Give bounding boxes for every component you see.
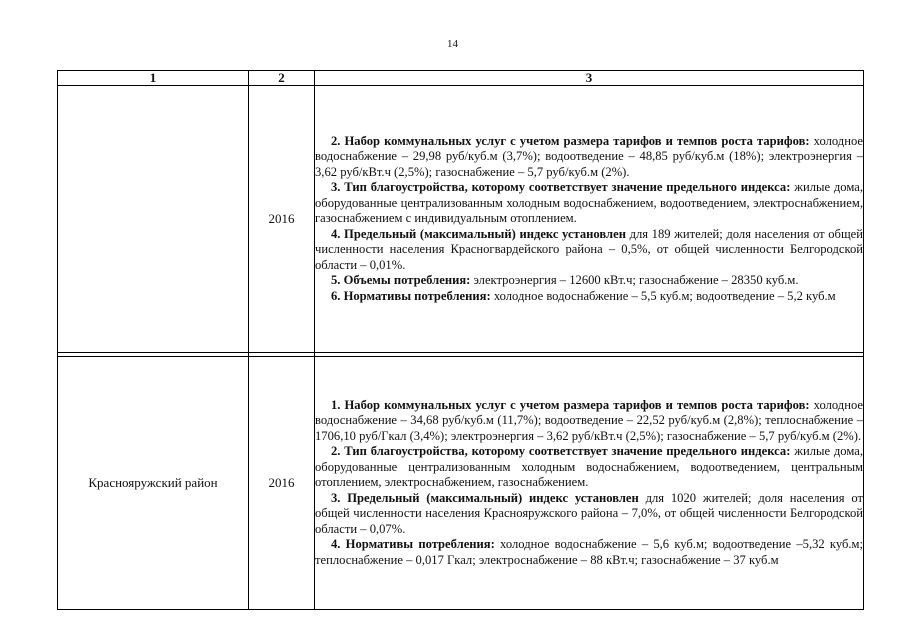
column-header-2: 2 xyxy=(249,71,315,86)
column-header-1: 1 xyxy=(58,71,249,86)
paragraph-text: для 189 жителей; доля населения от общей численности населения Красногвардейского района – 0,5%, от общей численности Белгородской области – 0,01%. xyxy=(315,226,863,272)
paragraph-text: жилые дома, оборудованные централизованным холодным водоснабжением, водоотведением, центральным отоплением, электроснабжением, газоснабжением. xyxy=(315,444,863,490)
table-row xyxy=(58,357,864,610)
tariff-table xyxy=(57,70,864,610)
paragraph-text: холодное водоснабжение – 29,98 руб/куб.м (3,7%); водоотведение – 48,85 руб/куб.м (18%); электроэнергия – 3,62 руб/кВт.ч (2,5%); газоснабжение – 5,7 руб/куб.м (2%). xyxy=(315,133,863,179)
paragraph xyxy=(315,134,863,181)
paragraph-text: холодное водоснабжение – 5,6 куб.м; водоотведение –5,32 куб.м; теплоснабжение – 0,017 Гкал; электроснабжение – 88 кВт.ч; газоснабжение – 37 куб.м xyxy=(315,537,863,567)
year-cell: 2016 xyxy=(249,86,315,353)
paragraph xyxy=(315,180,863,227)
paragraph-text: жилые дома, оборудованные централизованным холодным водоснабжением, водоотведением, электроснабжением, газоснабжением с индивидуальным отоплением. xyxy=(315,180,863,226)
description-cell xyxy=(315,357,864,610)
paragraph xyxy=(315,289,863,305)
paragraph-lead: 5. Объемы потребления: xyxy=(331,273,471,288)
paragraph-text: электроэнергия – 12600 кВт.ч; газоснабжение – 28350 куб.м. xyxy=(470,273,799,288)
paragraph-lead: 2. Набор коммунальных услуг с учетом размера тарифов и темпов роста тарифов: xyxy=(331,133,810,148)
paragraph-text: холодное водоснабжение – 34,68 руб/куб.м (11,7%); водоотведение – 22,52 руб/куб.м (2,8%); теплоснабжение – 1706,10 руб/Гкал (3,4%); электроэнергия – 3,62 руб/кВт.ч (2,5%); газоснабжение – 5,7 руб/куб.м (2%). xyxy=(315,397,863,443)
paragraph xyxy=(315,491,863,538)
table-row xyxy=(58,86,864,353)
region-cell: Краснояружский район xyxy=(58,357,249,610)
paragraph-lead: 4. Предельный (максимальный) индекс установлен xyxy=(331,226,626,241)
table-header-row xyxy=(58,71,864,86)
description-cell xyxy=(315,86,864,353)
paragraph xyxy=(315,444,863,491)
paragraph-text: холодное водоснабжение – 5,5 куб.м; водоотведение – 5,2 куб.м xyxy=(490,288,836,303)
paragraph-lead: 1. Набор коммунальных услуг с учетом размера тарифов и темпов роста тарифов: xyxy=(331,397,810,412)
paragraph-lead: 2. Тип благоустройства, которому соответствует значение предельного индекса: xyxy=(331,444,791,459)
region-cell xyxy=(58,86,249,353)
paragraph-lead: 4. Нормативы потребления: xyxy=(331,537,495,552)
paragraph-text: для 1020 жителей; доля населения от общей численности населения Краснояружского района – 7,0%, от общей численности Белгородской области – 0,07%. xyxy=(315,490,863,536)
paragraph xyxy=(315,537,863,568)
year-cell: 2016 xyxy=(249,357,315,610)
paragraph-lead: 3. Тип благоустройства, которому соответствует значение предельного индекса: xyxy=(331,180,791,195)
paragraph xyxy=(315,227,863,274)
paragraph xyxy=(315,273,863,289)
column-header-3: 3 xyxy=(315,71,864,86)
paragraph-lead: 3. Предельный (максимальный) индекс установлен xyxy=(331,490,639,505)
paragraph xyxy=(315,398,863,445)
paragraph-lead: 6. Нормативы потребления: xyxy=(331,288,491,303)
page-number: 14 xyxy=(447,38,458,50)
